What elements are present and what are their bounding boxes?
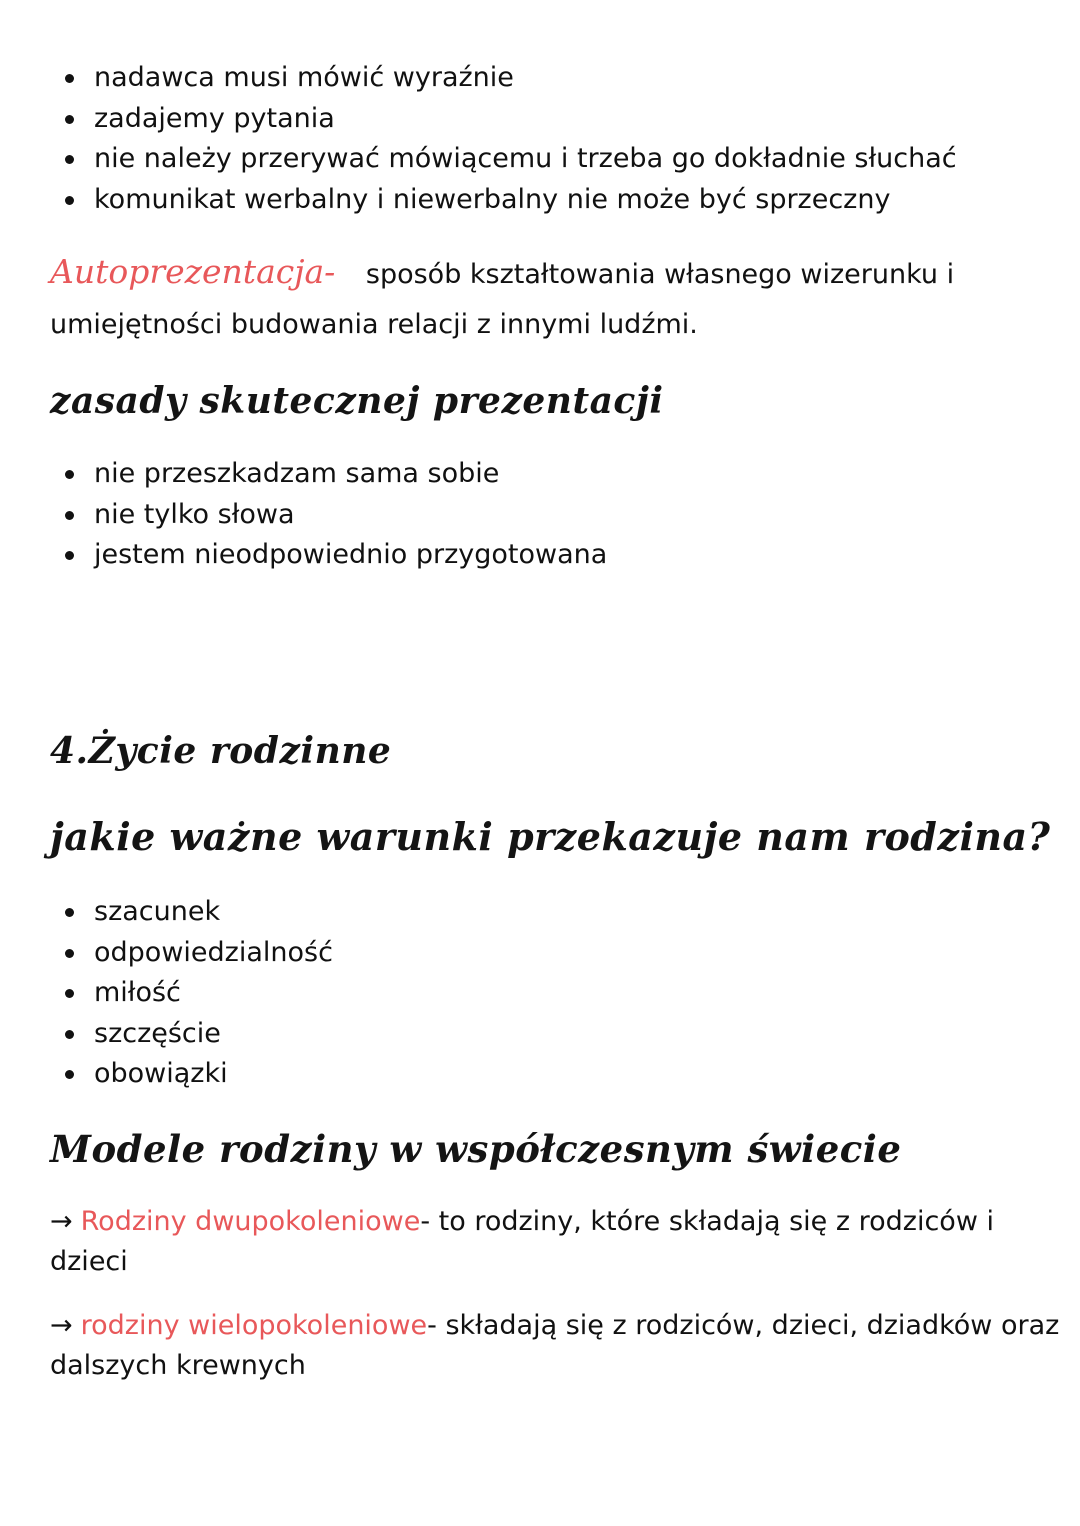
intro-bullet-list xyxy=(50,58,1030,220)
definition-text-2: umiejętności budowania relacji z innymi ludźmi. xyxy=(50,309,698,340)
list-item-text: nadawca musi mówić wyraźnie xyxy=(94,62,514,93)
bullet-icon xyxy=(65,155,74,164)
model-entry-line-1 xyxy=(50,1304,1060,1348)
bullet-icon xyxy=(65,511,74,520)
intro-list-block xyxy=(50,58,1030,220)
bullet-icon xyxy=(65,1070,74,1079)
list-item xyxy=(50,892,1030,933)
arrow-right-icon: → xyxy=(50,1310,73,1341)
autoprezentacja-term: Autoprezentacja- xyxy=(50,252,336,291)
list-item-text: nie przeszkadzam sama sobie xyxy=(94,458,500,489)
list-item-text: szacunek xyxy=(94,896,221,927)
list-item xyxy=(50,99,1030,140)
list-item xyxy=(50,1014,1030,1055)
list-item xyxy=(50,973,1030,1014)
bullet-icon xyxy=(65,1030,74,1039)
autoprezentacja-definition xyxy=(50,250,1030,347)
list-item-text: miłość xyxy=(94,977,181,1009)
model-entry xyxy=(50,1304,1060,1388)
bullet-icon xyxy=(65,551,74,560)
list-item-text: obowiązki xyxy=(94,1058,228,1090)
bullet-icon xyxy=(65,115,74,124)
zasady-list-block xyxy=(50,454,1030,576)
warunki-bullet-list xyxy=(50,892,1030,1095)
list-item xyxy=(50,139,1030,180)
bullet-icon xyxy=(65,74,74,83)
heading-modele: Modele rodziny w współczesnym świecie xyxy=(50,1127,902,1171)
bullet-icon xyxy=(65,989,74,998)
list-item-text: nie tylko słowa xyxy=(94,498,295,530)
bullet-icon xyxy=(65,196,74,205)
arrow-right-icon: → xyxy=(50,1206,73,1237)
model-description-line-2: dalszych krewnych xyxy=(50,1350,306,1381)
list-item xyxy=(50,535,1030,576)
model-entry-line-1 xyxy=(50,1200,1030,1244)
model-term: rodziny wielopokoleniowe xyxy=(80,1310,428,1341)
model-description-line-2: dzieci xyxy=(50,1246,128,1277)
zasady-bullet-list xyxy=(50,454,1030,576)
definition-line-1 xyxy=(50,250,1030,297)
list-item xyxy=(50,933,1030,974)
list-item xyxy=(50,454,1030,495)
list-item-text: zadajemy pytania xyxy=(94,102,335,134)
bullet-icon xyxy=(65,470,74,479)
heading-zasady: zasady skutecznej prezentacji xyxy=(50,380,664,422)
bullet-icon xyxy=(65,908,74,917)
heading-warunki: jakie ważne warunki przekazuje nam rodzina? xyxy=(50,814,1051,859)
list-item-text: szczęście xyxy=(94,1017,221,1049)
model-entry xyxy=(50,1200,1030,1284)
heading-zycie-rodzinne: 4.Życie rodzinne xyxy=(50,730,392,772)
bullet-icon xyxy=(65,949,74,958)
list-item xyxy=(50,180,1030,221)
definition-text-1: sposób kształtowania własnego wizerunku i xyxy=(365,259,955,290)
list-item xyxy=(50,58,1030,99)
list-item-text: odpowiedzialność xyxy=(94,936,333,968)
warunki-list-block xyxy=(50,892,1030,1095)
list-item xyxy=(50,1054,1030,1095)
model-description: - składają się z rodziców, dzieci, dziadków oraz xyxy=(427,1310,1060,1341)
model-term: Rodziny dwupokoleniowe xyxy=(80,1206,421,1237)
list-item xyxy=(50,495,1030,536)
model-description: - to rodziny, które składają się z rodziców i xyxy=(420,1206,994,1237)
list-item-text: nie należy przerywać mówiącemu i trzeba go dokładnie słuchać xyxy=(94,143,957,175)
list-item-text: komunikat werbalny i niewerbalny nie może być sprzeczny xyxy=(94,183,891,215)
list-item-text: jestem nieodpowiednio przygotowana xyxy=(94,539,608,571)
